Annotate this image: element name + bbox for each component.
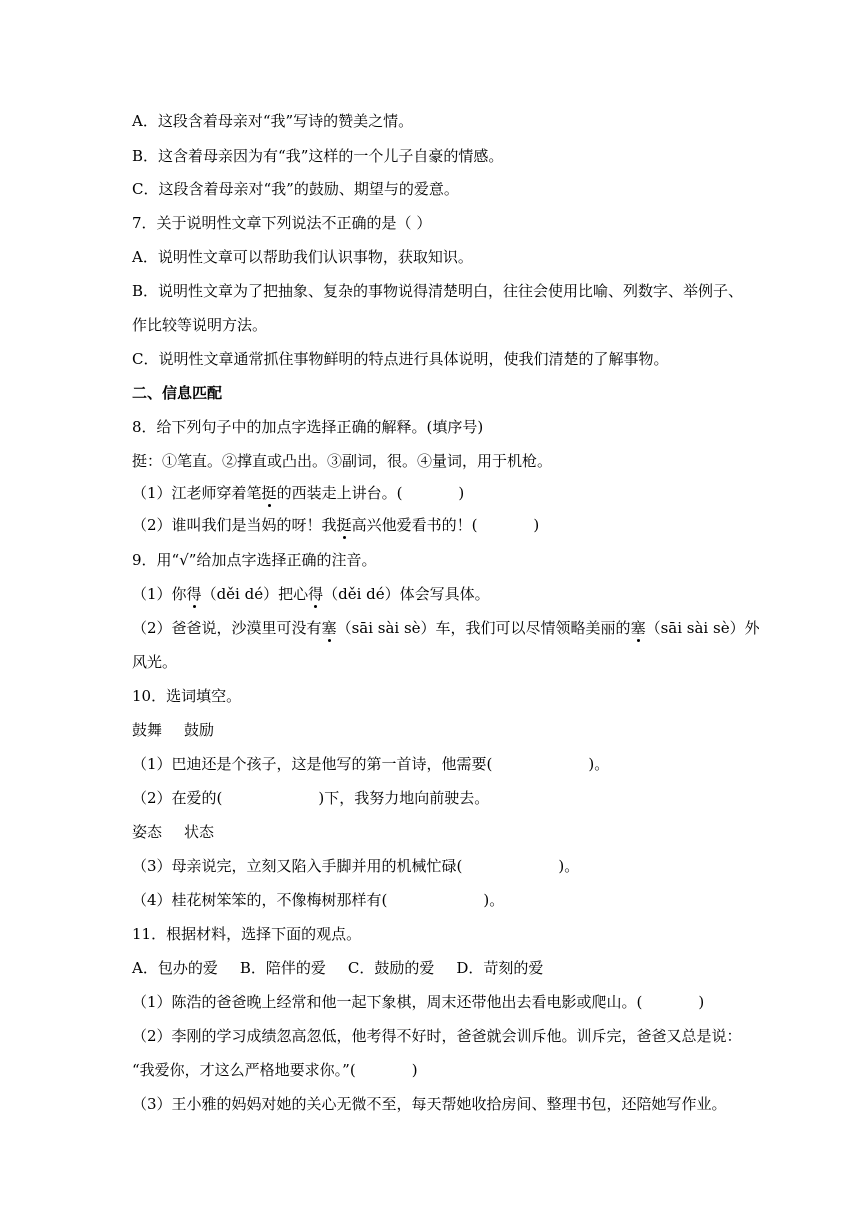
- text-segment: )。: [588, 755, 610, 773]
- text-segment: （2）爸爸说，沙漠里可没有: [132, 619, 322, 637]
- text-segment: B．说明性文章为了把抽象、复杂的事物说得清楚明白，往往会使用比喻、列数字、举例子、: [132, 282, 744, 300]
- text-segment: B．这含着母亲因为有“我”这样的一个儿子自豪的情感。: [132, 147, 504, 165]
- text-segment: 8．给下列句子中的加点字选择正确的解释。(填序号): [132, 418, 484, 436]
- text-line: [132, 145, 503, 167]
- text-segment: C．这段含着母亲对“我”的鼓励、期望与的爱意。: [132, 180, 459, 198]
- text-segment: A．说明性文章可以帮助我们认识事物，获取知识。: [132, 248, 473, 266]
- text-line: [132, 314, 267, 336]
- text-segment: 11．根据材料，选择下面的观点。: [132, 925, 362, 943]
- text-segment: （1）陈浩的爸爸晚上经常和他一起下象棋，周末还带他出去看电影或爬山。(: [132, 993, 643, 1011]
- text-line: [132, 280, 743, 302]
- text-line: [132, 855, 579, 877]
- text-segment: （4）桂花树笨笨的，不像梅树那样有(: [132, 891, 388, 909]
- text-segment: （2）李刚的学习成绩忽高忽低，他考得不好时，爸爸就会训斥他。训斥完，爸爸又总是说：: [132, 1027, 742, 1045]
- text-segment: （2）谁叫我们是当妈的呀！我: [132, 516, 337, 534]
- text-line: [132, 719, 214, 741]
- text-segment: （3）王小雅的妈妈对她的关心无微不至，每天帮她收拾房间、整理书包，还陪她写作业。: [132, 1095, 727, 1113]
- text-segment: （sāi sài sè）车，我们可以尽情领略美丽的: [336, 619, 631, 637]
- text-line: [132, 110, 413, 132]
- text-segment: B．陪伴的爱: [239, 959, 326, 977]
- text-line: [132, 246, 473, 268]
- section-heading: [132, 382, 222, 404]
- text-line: [132, 482, 464, 504]
- text-segment: “我爱你，才这么严格地要求你。”(: [132, 1061, 356, 1079]
- text-line: [132, 651, 177, 673]
- text-segment: 作比较等说明方法。: [132, 316, 268, 334]
- dotted-character: 塞: [630, 619, 646, 637]
- text-segment: （děi dé）把心: [201, 585, 309, 603]
- text-segment: ): [458, 484, 465, 502]
- text-segment: ): [533, 516, 540, 534]
- text-line: [132, 617, 760, 639]
- dotted-character: 塞: [321, 619, 337, 637]
- text-line: [132, 178, 459, 200]
- text-segment: （sāi sài sè）外: [645, 619, 760, 637]
- text-line: [132, 348, 668, 370]
- text-line: [132, 1025, 742, 1047]
- text-segment: ): [411, 1061, 418, 1079]
- text-segment: （děi dé）体会写具体。: [323, 585, 490, 603]
- text-segment: )。: [483, 891, 505, 909]
- text-segment: C．鼓励的爱: [347, 959, 435, 977]
- text-line: [132, 212, 431, 234]
- text-segment: （1）你: [132, 585, 187, 603]
- text-segment: 9．用“√”给加点字选择正确的注音。: [132, 551, 377, 569]
- text-line: [132, 549, 376, 571]
- text-line: [132, 991, 704, 1013]
- text-segment: 鼓舞: [132, 721, 163, 739]
- text-segment: 挺：①笔直。②撑直或凸出。③副词，很。④量词，用于机枪。: [132, 452, 553, 470]
- text-segment: C．说明性文章通常抓住事物鲜明的特点进行具体说明，使我们清楚的了解事物。: [132, 350, 669, 368]
- text-line: [132, 416, 483, 438]
- text-segment: 状态: [184, 823, 215, 841]
- dotted-character: 得: [186, 585, 202, 603]
- dotted-character: 得: [308, 585, 324, 603]
- text-line: [132, 1059, 418, 1081]
- text-line: [132, 821, 214, 843]
- text-segment: )下，我努力地向前驶去。: [318, 789, 490, 807]
- text-segment: （1）江老师穿着笔: [132, 484, 262, 502]
- text-segment: )。: [558, 857, 580, 875]
- text-line: [132, 1093, 727, 1115]
- text-line: [132, 889, 504, 911]
- text-line: [132, 450, 552, 472]
- text-segment: 二、信息匹配: [132, 384, 223, 402]
- text-segment: ): [698, 993, 705, 1011]
- dotted-character: 挺: [336, 516, 352, 534]
- text-line: [132, 685, 241, 707]
- text-segment: （1）巴迪还是个孩子，这是他写的第一首诗，他需要(: [132, 755, 493, 773]
- text-segment: A．这段含着母亲对“我”写诗的赞美之情。: [132, 112, 414, 130]
- text-segment: 7．关于说明性文章下列说法不正确的是（ ）: [132, 214, 432, 232]
- text-line: [132, 923, 361, 945]
- text-segment: 鼓励: [184, 721, 215, 739]
- text-segment: 高兴他爱看书的！(: [351, 516, 478, 534]
- text-segment: （2）在爱的(: [132, 789, 223, 807]
- text-segment: 风光。: [132, 653, 178, 671]
- text-segment: （3）母亲说完，立刻又陷入手脚并用的机械忙碌(: [132, 857, 463, 875]
- text-line: [132, 787, 489, 809]
- text-segment: 姿态: [132, 823, 163, 841]
- text-line: [132, 514, 539, 536]
- text-line: [132, 583, 490, 605]
- text-segment: 10．选词填空。: [132, 687, 242, 705]
- text-segment: 的西装走上讲台。(: [276, 484, 403, 502]
- text-segment: D．苛刻的爱: [456, 959, 544, 977]
- text-segment: A．包办的爱: [132, 959, 218, 977]
- text-line: [132, 753, 609, 775]
- text-line: [132, 957, 543, 979]
- dotted-character: 挺: [261, 484, 277, 502]
